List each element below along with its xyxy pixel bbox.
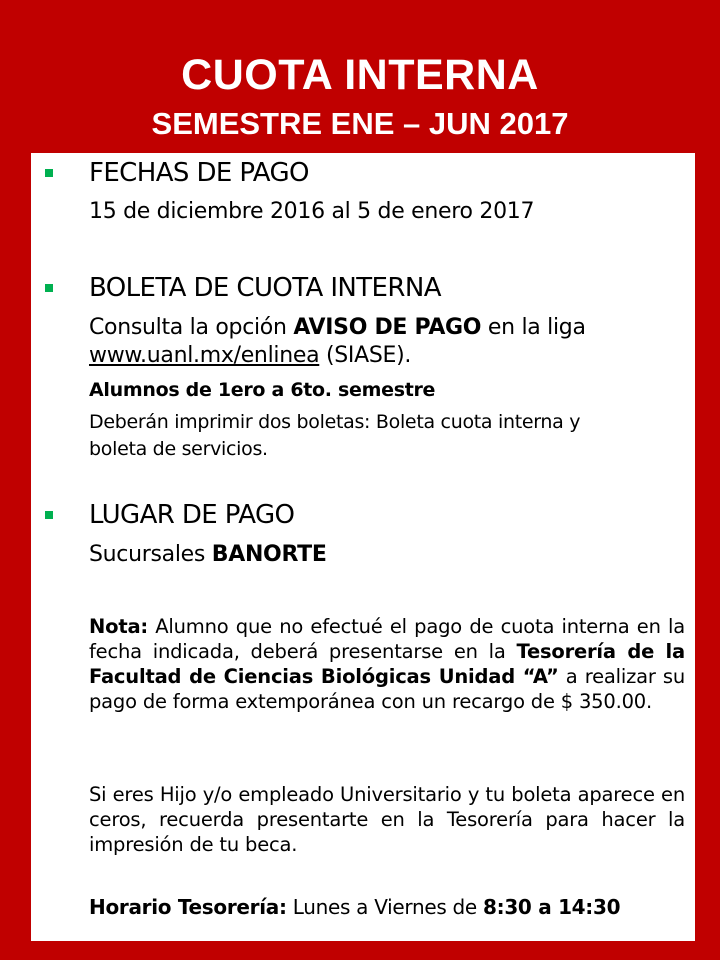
bullet-icon [45,511,53,519]
nota-place: Tesorería de la Facultad de Ciencias Biológicas Unidad “A” [89,640,685,688]
boleta-instructions-2: boleta de servicios. [89,438,268,460]
students-range: Alumnos de 1ero a 6to. semestre [89,379,436,401]
content-panel [31,153,695,941]
nota-paragraph [89,614,685,714]
horario-line [89,894,620,920]
nota-label: Nota: [89,615,148,638]
nota-text-1: Alumno que no efectué el pago de cuota interna en la fecha indicada, deberá presentarse en la [89,615,685,663]
section-title-fechas: FECHAS DE PAGO [89,158,309,188]
boleta-line-1 [89,315,586,341]
bank-name: BANORTE [211,542,327,567]
boleta-instructions-1: Deberán imprimir dos boletas: Boleta cuota interna y [89,411,581,433]
bullet-icon [45,284,53,292]
lugar-prefix: Sucursales [89,542,212,567]
page-title: CUOTA INTERNA [181,51,539,99]
boleta-line-1-suffix: en la liga [481,315,586,340]
horario-text: Lunes a Viernes de [286,895,483,919]
horario-hours: 8:30 a 14:30 [483,895,621,919]
bullet-icon [45,169,53,177]
section-title-lugar: LUGAR DE PAGO [89,500,295,530]
hijo-paragraph: Si eres Hijo y/o empleado Universitario y tu boleta aparece en ceros, recuerda presentarte en la Tesorería para hacer la impresión de tu beca. [89,783,685,856]
header [0,0,720,152]
boleta-line-2 [89,343,411,369]
boleta-line-1-prefix: Consulta la opción [89,315,294,340]
lugar-text [89,542,327,568]
fechas-text: 15 de diciembre 2016 al 5 de enero 2017 [89,199,535,224]
horario-label: Horario Tesorería: [89,895,287,919]
page-subtitle: SEMESTRE ENE – JUN 2017 [151,106,569,141]
section-title-boleta: BOLETA DE CUOTA INTERNA [89,273,441,303]
nota-text-2: a realizar su pago de forma extemporánea con un recargo de $ 350.00. [89,665,685,713]
link-suffix: (SIASE). [319,343,412,368]
siase-link[interactable]: www.uanl.mx/enlinea [89,343,320,368]
aviso-de-pago-text: AVISO DE PAGO [293,315,482,340]
